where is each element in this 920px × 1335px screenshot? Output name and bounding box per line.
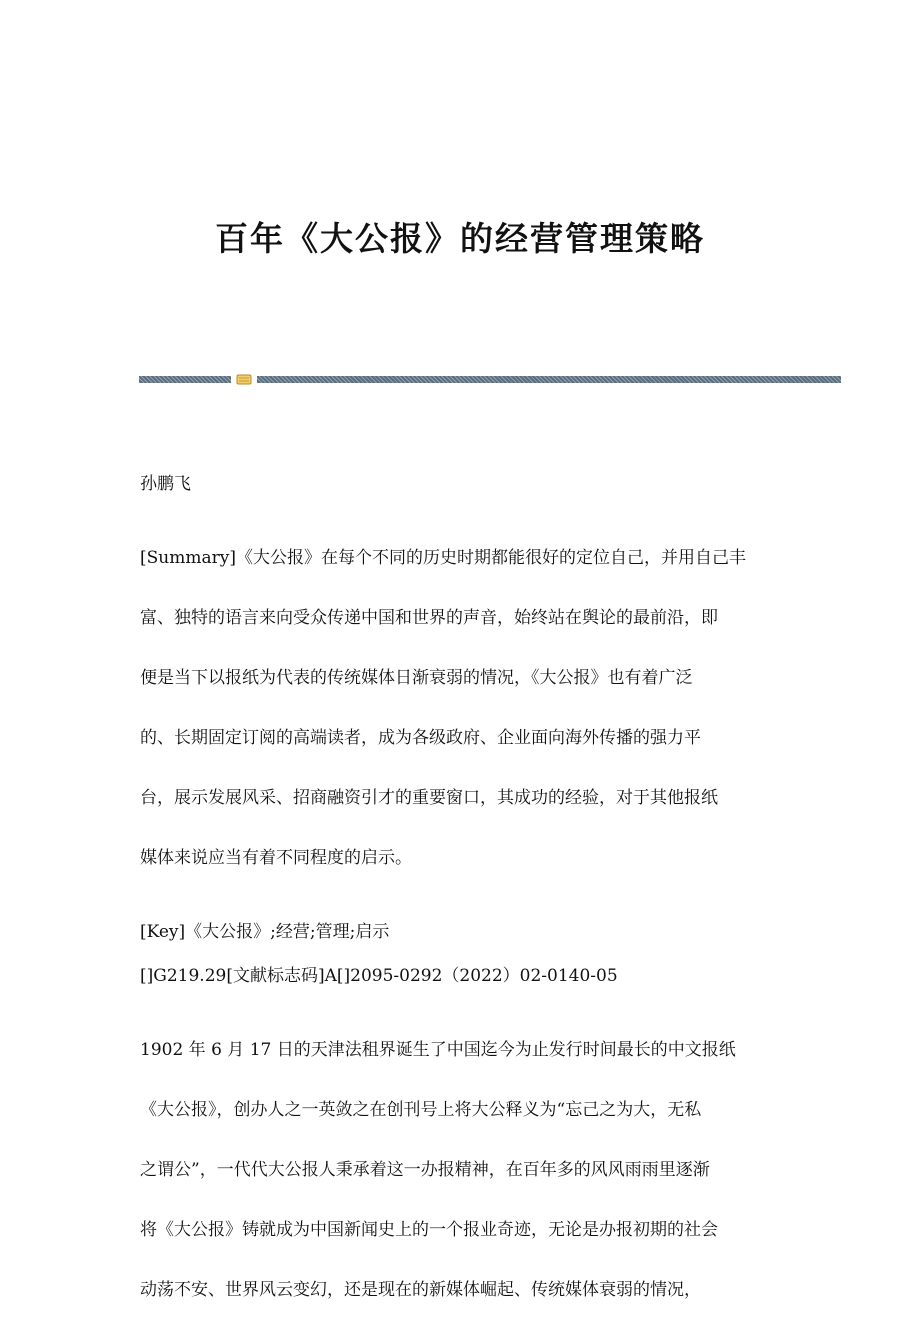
article-body xyxy=(140,469,780,1335)
abstract-line: 的、长期固定订阅的高端读者，成为各级政府、企业面向海外传播的强力平 xyxy=(140,728,701,748)
body-line: 《大公报》，创办人之一英敛之在创刊号上将大公释义为“忘己之为大，无私 xyxy=(140,1100,702,1120)
title-divider xyxy=(139,374,841,384)
abstract-line: 富、独特的语言来向受众传递中国和世界的声音，始终站在舆论的最前沿，即 xyxy=(140,608,718,628)
page-title: 百年《大公报》的经营管理策略 xyxy=(215,219,705,258)
abstract xyxy=(140,513,780,903)
body-line: 1902 年 6 月 17 日的天津法租界诞生了中国迄今为止发行时间最长的中文报纸 xyxy=(140,1040,736,1060)
classification-code: []G219.29[文献标志码]A[]2095-0292（2022）02-0140-05 xyxy=(140,966,618,986)
author-name: 孙鹏飞 xyxy=(140,474,191,494)
abstract-line: [Summary]《大公报》在每个不同的历史时期都能很好的定位自己，并用自己丰 xyxy=(140,548,746,568)
abstract-line: 媒体来说应当有着不同程度的启示。 xyxy=(140,848,412,868)
divider-bar-left xyxy=(139,376,231,383)
body-paragraph xyxy=(140,1005,780,1335)
keywords: [Key]《大公报》;经营;管理;启示 xyxy=(140,922,390,942)
body-line: 之谓公”，一代代大公报人秉承着这一办报精神，在百年多的风风雨雨里逐渐 xyxy=(140,1160,710,1180)
body-line: 动荡不安、世界风云变幻，还是现在的新媒体崛起、传统媒体衰弱的情况， xyxy=(140,1280,701,1300)
divider-ornament-icon xyxy=(236,374,252,385)
divider-bar-right xyxy=(257,376,841,383)
abstract-line: 便是当下以报纸为代表的传统媒体日渐衰弱的情况，《大公报》也有着广泛 xyxy=(140,668,693,688)
body-line: 将《大公报》铸就成为中国新闻史上的一个报业奇迹，无论是办报初期的社会 xyxy=(140,1220,718,1240)
abstract-line: 台，展示发展风采、招商融资引才的重要窗口，其成功的经验，对于其他报纸 xyxy=(140,788,718,808)
